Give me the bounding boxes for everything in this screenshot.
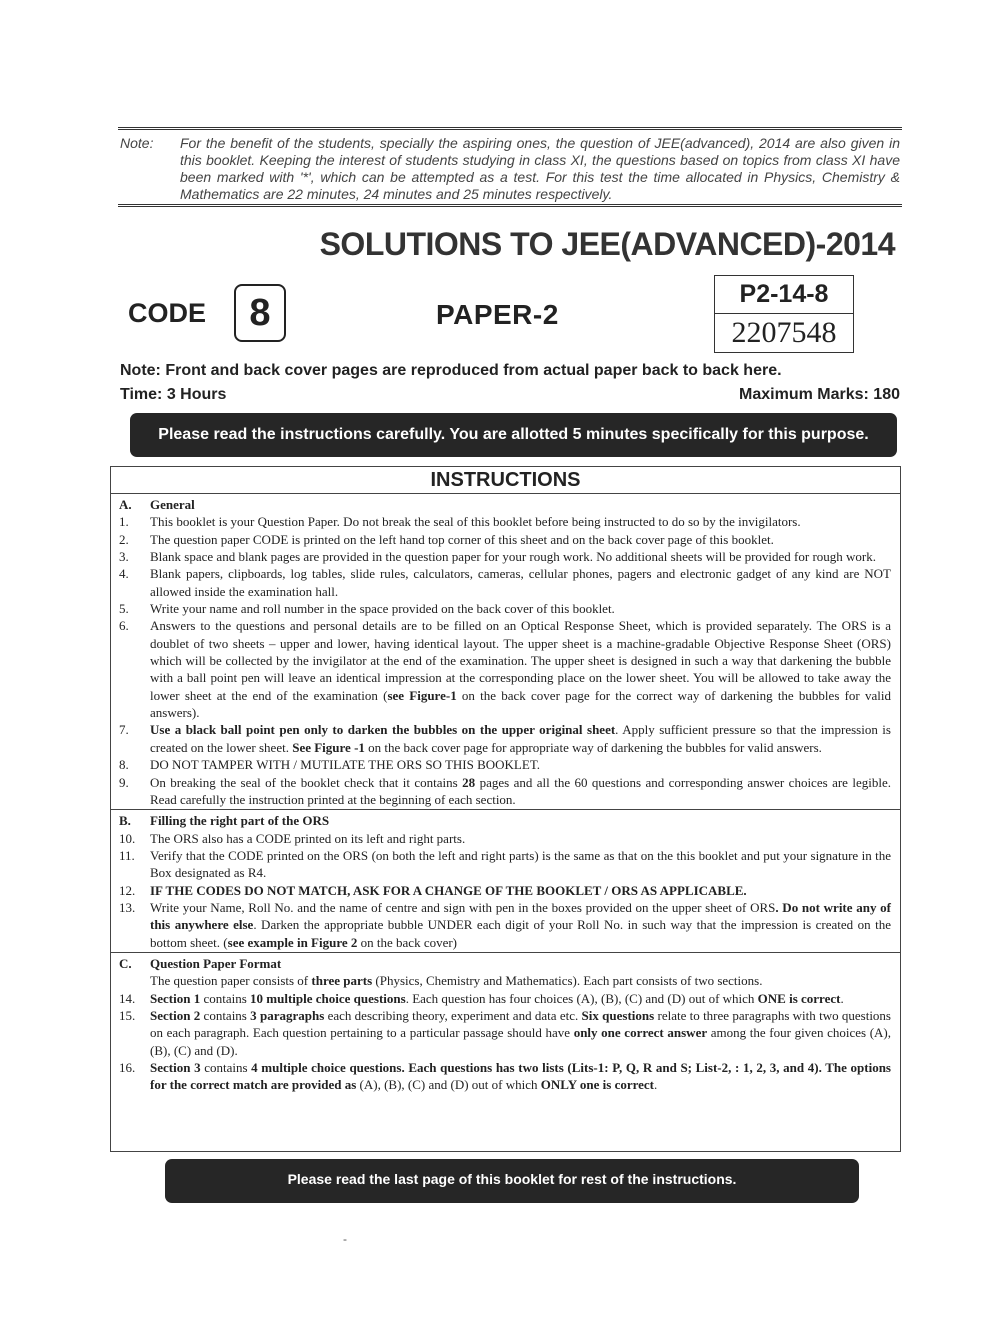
item-text: Blank papers, clipboards, log tables, slide rules, calculators, cameras, cellular phones, pagers and electronic gadget of any kind are NOT allowed inside the examination hall. bbox=[150, 566, 891, 599]
section-heading bbox=[119, 496, 891, 513]
cover-note: Note: Front and back cover pages are reproduced from actual paper back to back here. bbox=[120, 362, 782, 379]
item-number: 9. bbox=[119, 774, 129, 790]
section-general bbox=[111, 494, 900, 810]
code-label: CODE bbox=[128, 298, 207, 328]
instruction-item bbox=[119, 617, 891, 721]
footer-mark: - bbox=[343, 1232, 347, 1246]
instruction-item bbox=[119, 531, 891, 548]
section-title: General bbox=[150, 497, 195, 512]
section-heading bbox=[119, 812, 891, 829]
note-label: Note: bbox=[120, 135, 154, 151]
item-number: 3. bbox=[119, 549, 129, 565]
note-rule-top bbox=[118, 127, 902, 130]
instruction-item bbox=[119, 830, 891, 847]
instructions-title: INSTRUCTIONS bbox=[111, 467, 900, 494]
paper-code-box bbox=[714, 275, 854, 353]
instruction-item bbox=[119, 1007, 891, 1059]
item-number: 13. bbox=[119, 899, 136, 915]
instruction-item bbox=[119, 565, 891, 600]
item-text: Write your Name, Roll No. and the name of centre and sign with pen in the boxes provided on the upper sheet of ORS. Do not write any of this anywhere else. Darken the appropriate bubble UNDER each digit of your Roll No. in such way that the impression is created on the bottom sheet. (see example in Figure 2 on the back cover) bbox=[150, 899, 891, 950]
item-number: 11. bbox=[119, 847, 135, 863]
paper-code: P2-14-8 bbox=[715, 276, 853, 314]
instruction-item bbox=[119, 899, 891, 951]
item-text: This booklet is your Question Paper. Do not break the seal of this booklet before being instructed to do so by the invigilators. bbox=[150, 514, 801, 530]
note-rule-bottom bbox=[118, 204, 902, 207]
section-heading bbox=[119, 955, 891, 972]
section-letter: B. bbox=[119, 813, 131, 829]
item-text: Section 1 contains 10 multiple choice questions. Each question has four choices (A), (B), (C) and (D) out of which ONE is correct. bbox=[150, 990, 844, 1006]
instruction-item bbox=[119, 548, 891, 565]
item-number: 15. bbox=[119, 1007, 136, 1023]
instruction-item bbox=[119, 1059, 891, 1094]
section-question-format bbox=[111, 953, 900, 1095]
instruction-item bbox=[119, 990, 891, 1007]
item-text: IF THE CODES DO NOT MATCH, ASK FOR A CHANGE OF THE BOOKLET / ORS AS APPLICABLE. bbox=[150, 882, 747, 898]
instructions-box bbox=[110, 466, 901, 1152]
instruction-item bbox=[119, 756, 891, 773]
section-letter: A. bbox=[119, 497, 132, 512]
last-page-banner: Please read the last page of this booklet for rest of the instructions. bbox=[165, 1159, 859, 1203]
item-text: Use a black ball point pen only to darken the bubbles on the upper original sheet. Apply sufficient pressure so that the impression is created on the lower sheet. See Figure -1 on the back cover page for appropriate way of darkening the bubbles for valid answers. bbox=[150, 722, 891, 755]
item-text: On breaking the seal of the booklet check that it contains 28 pages and all the 60 questions and corresponding answer choices are legible. Read carefully the instruction printed at the beginning of each section. bbox=[150, 774, 891, 807]
item-text: The question paper CODE is printed on the left hand top corner of this sheet and on the back cover page of this booklet. bbox=[150, 531, 774, 547]
item-number: 2. bbox=[119, 531, 129, 547]
item-number: 6. bbox=[119, 618, 129, 634]
instruction-item bbox=[119, 600, 891, 617]
item-number: 1. bbox=[119, 514, 129, 530]
item-number: 7. bbox=[119, 722, 129, 738]
code-box: 8 bbox=[234, 284, 286, 342]
item-text: Section 2 contains 3 paragraphs each describing theory, experiment and data etc. Six questions relate to three paragraphs with two questions on each paragraph. Each question pertaining to a particular passage should have only one correct answer among the four given choices (A), (B), (C) and (D). bbox=[150, 1007, 891, 1058]
time-label: Time: 3 Hours bbox=[120, 386, 227, 403]
item-number: 5. bbox=[119, 601, 129, 617]
item-text: Blank space and blank pages are provided in the question paper for your rough work. No additional sheets will be provided for rough work. bbox=[150, 549, 877, 565]
instruction-item bbox=[119, 847, 891, 882]
page-title: SOLUTIONS TO JEE(ADVANCED)-2014 bbox=[319, 226, 895, 262]
instruction-item bbox=[119, 882, 891, 899]
note-text: For the benefit of the students, specially the aspiring ones, the question of JEE(advanced), 2014 are also given in this booklet. Keeping the interest of students studying in class XI, the questions based on topics from class XI have been marked with '*', which can be attempted as a test. For this test the time allocated in Physics, Chemistry & Mathematics are 22 minutes, 24 minutes and 25 minutes respectively. bbox=[180, 135, 900, 202]
section-filling-ors bbox=[111, 810, 900, 953]
max-marks-label: Maximum Marks: 180 bbox=[739, 386, 900, 403]
item-text: Write your name and roll number in the space provided on the back cover of this booklet. bbox=[150, 601, 615, 617]
item-number: 14. bbox=[119, 990, 136, 1006]
section-title: Filling the right part of the ORS bbox=[150, 813, 330, 829]
item-number: 16. bbox=[119, 1060, 136, 1075]
paper-label: PAPER-2 bbox=[436, 299, 559, 330]
section-title: Question Paper Format bbox=[150, 955, 282, 971]
paper-serial: 2207548 bbox=[731, 316, 837, 349]
item-text: DO NOT TAMPER WITH / MUTILATE THE ORS SO THIS BOOKLET. bbox=[150, 757, 541, 773]
item-number: 4. bbox=[119, 566, 129, 582]
item-text: Section 3 contains 4 multiple choice questions. Each questions has two lists (Lits-1: P, Q, R and S; List-2, : 1, 2, 3, and 4). The options for the correct match are provided as (A), (B), (C) and (D) out of which ONLY one is correct. bbox=[150, 1060, 891, 1093]
section-letter: C. bbox=[119, 955, 132, 971]
item-text: Verify that the CODE printed on the ORS (on both the left and right parts) is the same as that on the this booklet and put your signature in the Box designated as R4. bbox=[150, 847, 891, 881]
item-text: Answers to the questions and personal details are to be filled on an Optical Response Sheet, which is provided separately. The ORS is a doublet of two sheets – upper and lower, having identical layout. The upper sheet is a machine-gradable Objective Response Sheet (ORS) which will be collected by the invigilator at the end of the examination. The upper sheet is designed in such a way that darkening the bubble with a ball point pen will leave an identical impression at the corresponding place on the lower sheet. You will be allowed to take away the lower sheet at the end of the examination (see Figure-1 on the back cover page for the correct way of darkening the bubbles for valid answers). bbox=[150, 618, 891, 721]
item-text: The ORS also has a CODE printed on its left and right parts. bbox=[150, 830, 466, 846]
instruction-item bbox=[119, 721, 891, 756]
instruction-item bbox=[119, 513, 891, 530]
item-number: 8. bbox=[119, 757, 129, 773]
item-number: 12. bbox=[119, 882, 136, 898]
instruction-item bbox=[119, 774, 891, 809]
instruction-item bbox=[119, 972, 891, 989]
instructions-banner: Please read the instructions carefully. You are allotted 5 minutes specifically for this purpose. bbox=[130, 413, 897, 457]
item-number: 10. bbox=[119, 830, 136, 846]
item-text: The question paper consists of three parts (Physics, Chemistry and Mathematics). Each part consists of two sections. bbox=[150, 973, 763, 989]
